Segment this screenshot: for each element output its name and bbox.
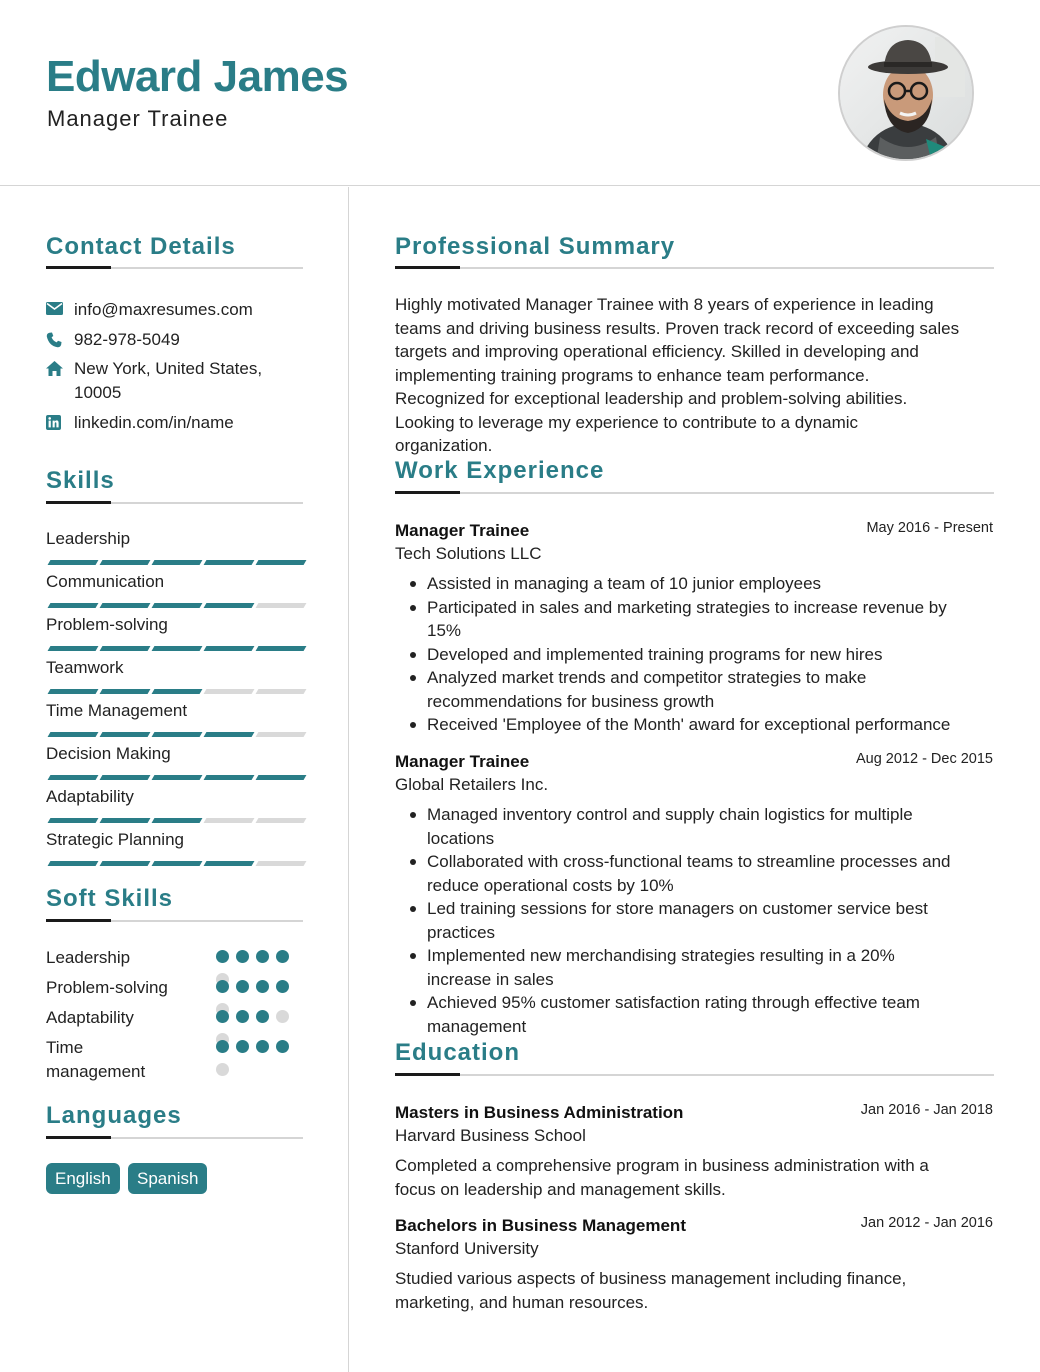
skill-level-segment [256, 818, 307, 823]
summary-line: targets and improving operational efficiency. Skilled in developing and [395, 342, 919, 361]
skill-label: Teamwork [46, 658, 124, 677]
skill-level-bar [49, 689, 305, 694]
rating-dot [216, 1010, 229, 1023]
summary-line: teams and driving business results. Proven track record of exceeding sales [395, 318, 960, 338]
skill-label: Problem-solving [46, 615, 168, 634]
soft-skill-label: Problem-solving [46, 978, 168, 997]
phone-icon [46, 328, 74, 352]
skill-level-bar [49, 732, 305, 737]
skill-label: Time Management [46, 701, 188, 720]
skill-level-segment [204, 732, 255, 737]
skill-label: Adaptability [46, 787, 134, 806]
contact-address-line2: 10005 [74, 383, 122, 402]
edu-1-degree: Masters in Business Administration [395, 1103, 684, 1122]
job-bullet-line: locations [427, 828, 495, 848]
soft-skill-item [46, 976, 304, 1000]
candidate-title: Manager Trainee [47, 106, 229, 131]
job-bullet [395, 596, 995, 643]
job-bullet-line: 15% [427, 621, 462, 640]
contact-address [46, 357, 262, 405]
home-icon [46, 357, 74, 405]
contact-linkedin-text: linkedin.com/in/name [74, 413, 234, 432]
soft-skill-item [46, 946, 304, 970]
skill-level-segment [152, 732, 203, 737]
summary-text [395, 293, 995, 458]
job-bullet-line: Analyzed market trends and competitor strategies to make [427, 668, 867, 687]
rating-dot [256, 1010, 269, 1023]
soft-skill-label-line2: management [46, 1062, 146, 1081]
skill-level-segment [152, 775, 203, 780]
contact-address-line1: New York, United States, [74, 359, 263, 378]
skill-level-segment [204, 689, 255, 694]
job-bullet-line: increase in sales [427, 969, 554, 989]
soft-skill-item [46, 1036, 304, 1084]
skill-level-segment [48, 646, 99, 651]
profile-photo [838, 25, 974, 161]
rating-dot [236, 1010, 249, 1023]
skill-level-segment [204, 603, 255, 608]
skill-level-segment [48, 818, 99, 823]
edu-2-date: Jan 2012 - Jan 2016 [860, 1215, 993, 1231]
skill-level-segment [48, 861, 99, 866]
contact-linkedin[interactable] [46, 411, 234, 435]
job-2-bullets [395, 803, 995, 1038]
skill-item [46, 529, 304, 549]
job-bullet-line: Managed inventory control and supply chain logistics for multiple [427, 805, 913, 824]
soft-skill-label: Adaptability [46, 1008, 134, 1027]
envelope-icon [46, 298, 74, 322]
edu-1-date: Jan 2016 - Jan 2018 [860, 1102, 993, 1118]
skill-level-segment [204, 775, 255, 780]
skill-level-segment [152, 603, 203, 608]
job-bullet [395, 572, 995, 596]
job-bullet [395, 944, 995, 991]
edu-1-description [395, 1154, 995, 1201]
avatar-illustration [840, 27, 974, 161]
skill-item [46, 572, 304, 592]
skill-level-bar [49, 861, 305, 866]
skill-level-segment [100, 560, 151, 565]
contact-phone[interactable] [46, 328, 180, 352]
skill-item [46, 615, 304, 635]
skills-section-rule [46, 502, 303, 504]
skill-item [46, 701, 304, 721]
skill-level-segment [256, 775, 307, 780]
job-bullet [395, 643, 995, 667]
language-tag-spanish: Spanish [128, 1163, 207, 1194]
skills-section-title: Skills [46, 467, 115, 494]
job-bullet-line: reduce operational costs by 10% [427, 875, 674, 895]
skill-level-segment [152, 818, 203, 823]
skill-level-bar [49, 560, 305, 565]
job-bullet-line: Developed and implemented training programs for new hires [427, 644, 883, 664]
skill-level-segment [204, 560, 255, 565]
job-bullet [395, 666, 995, 713]
skill-level-segment [152, 560, 203, 565]
skill-level-bar [49, 818, 305, 823]
column-divider [348, 187, 349, 1372]
job-bullet [395, 803, 995, 850]
skill-level-segment [48, 603, 99, 608]
soft-skills-section-rule [46, 920, 303, 922]
contact-section-rule [46, 267, 303, 269]
soft-skill-label: Leadership [46, 948, 131, 967]
job-2-date: Aug 2012 - Dec 2015 [855, 751, 993, 767]
job-2-title: Manager Trainee [395, 752, 530, 771]
summary-line: Highly motivated Manager Trainee with 8 years of experience in leading [395, 295, 934, 314]
languages-section-title: Languages [46, 1102, 182, 1129]
rating-dot [256, 950, 269, 963]
job-bullet-line: Led training sessions for store managers on customer service best [427, 899, 928, 918]
contact-section-title: Contact Details [46, 233, 236, 260]
job-bullet [395, 850, 995, 897]
skill-level-segment [100, 775, 151, 780]
skill-level-segment [48, 732, 99, 737]
rating-dot [236, 950, 249, 963]
soft-skill-item [46, 1006, 304, 1030]
edu-description-line: marketing, and human resources. [395, 1292, 649, 1312]
job-bullet-line: Received 'Employee of the Month' award for exceptional performance [427, 715, 951, 734]
skill-level-segment [100, 603, 151, 608]
skill-level-segment [256, 861, 307, 866]
rating-dot [276, 980, 289, 993]
skill-label: Leadership [46, 529, 131, 548]
contact-email[interactable] [46, 298, 253, 322]
work-section-title: Work Experience [395, 457, 605, 484]
edu-1-school: Harvard Business School [395, 1126, 586, 1145]
skill-level-segment [48, 560, 99, 565]
skill-level-segment [204, 818, 255, 823]
job-2-company: Global Retailers Inc. [395, 775, 549, 794]
skill-level-segment [152, 861, 203, 866]
skill-level-segment [256, 560, 307, 565]
rating-dot [276, 1040, 289, 1053]
job-bullet-line: management [427, 1016, 527, 1036]
skill-level-segment [48, 775, 99, 780]
skill-level-segment [204, 646, 255, 651]
skill-level-segment [204, 861, 255, 866]
skill-level-bar [49, 775, 305, 780]
job-bullet-line: practices [427, 922, 496, 942]
job-bullet [395, 991, 995, 1038]
summary-line: Recognized for exceptional leadership and problem-solving abilities. [395, 389, 908, 408]
contact-email-text: info@maxresumes.com [74, 300, 253, 319]
edu-description-line: Studied various aspects of business management including finance, [395, 1269, 907, 1288]
language-tag-english: English [46, 1163, 120, 1194]
skill-level-segment [100, 646, 151, 651]
skill-label: Strategic Planning [46, 830, 184, 849]
rating-dot [216, 950, 229, 963]
contact-phone-text: 982-978-5049 [74, 330, 180, 349]
rating-dot [276, 950, 289, 963]
linkedin-icon [46, 411, 74, 435]
skill-item [46, 830, 304, 850]
education-section-rule [395, 1074, 994, 1076]
edu-2-school: Stanford University [395, 1239, 539, 1258]
skill-item [46, 744, 304, 764]
education-section-title: Education [395, 1039, 521, 1066]
soft-skill-label: Time [46, 1038, 84, 1057]
resume-header [0, 0, 1040, 186]
job-bullet [395, 713, 995, 737]
skill-level-segment [256, 646, 307, 651]
skill-level-segment [256, 603, 307, 608]
candidate-name: Edward James [46, 52, 349, 101]
job-bullet-line: Participated in sales and marketing strategies to increase revenue by [427, 597, 947, 617]
job-bullet-line: Collaborated with cross-functional teams to streamline processes and [427, 852, 951, 871]
edu-description-line: focus on leadership and management skills. [395, 1179, 726, 1199]
rating-dot [236, 1040, 249, 1053]
edu-description-line: Completed a comprehensive program in business administration with a [395, 1156, 929, 1175]
work-section-rule [395, 492, 994, 494]
skill-level-segment [256, 689, 307, 694]
skill-level-segment [100, 689, 151, 694]
skill-level-segment [48, 689, 99, 694]
skill-label: Communication [46, 572, 165, 591]
job-1-company: Tech Solutions LLC [395, 544, 542, 563]
job-1-title: Manager Trainee [395, 521, 530, 540]
job-bullet-line: Achieved 95% customer satisfaction rating through effective team [427, 993, 920, 1012]
edu-2-description [395, 1267, 995, 1314]
soft-skills-section-title: Soft Skills [46, 885, 174, 912]
job-bullet-line: Assisted in managing a team of 10 junior employees [427, 574, 822, 593]
rating-dot [236, 980, 249, 993]
summary-line: implementing training programs to enhance team performance. [395, 365, 870, 385]
rating-dot [256, 980, 269, 993]
skill-level-segment [100, 732, 151, 737]
summary-section-title: Professional Summary [395, 233, 676, 260]
summary-line: organization. [395, 436, 493, 455]
skill-level-segment [152, 689, 203, 694]
rating-dot [256, 1040, 269, 1053]
rating-dot [216, 1063, 229, 1076]
job-1-date: May 2016 - Present [866, 520, 993, 536]
rating-dot [216, 980, 229, 993]
skill-level-segment [152, 646, 203, 651]
job-bullet-line: recommendations for business growth [427, 691, 715, 711]
rating-dot [276, 1010, 289, 1023]
summary-section-rule [395, 267, 994, 269]
summary-line: Looking to leverage my experience to contribute to a dynamic [395, 412, 859, 432]
job-bullet-line: Implemented new merchandising strategies resulting in a 20% [427, 946, 895, 965]
skill-label: Decision Making [46, 744, 171, 763]
skill-item [46, 787, 304, 807]
skill-level-bar [49, 603, 305, 608]
job-bullet [395, 897, 995, 944]
skill-level-segment [100, 818, 151, 823]
skill-level-segment [100, 861, 151, 866]
skill-level-segment [256, 732, 307, 737]
skill-item [46, 658, 304, 678]
languages-section-rule [46, 1137, 303, 1139]
edu-2-degree: Bachelors in Business Management [395, 1216, 686, 1235]
skill-level-bar [49, 646, 305, 651]
rating-dot [216, 1040, 229, 1053]
job-1-bullets [395, 572, 995, 737]
